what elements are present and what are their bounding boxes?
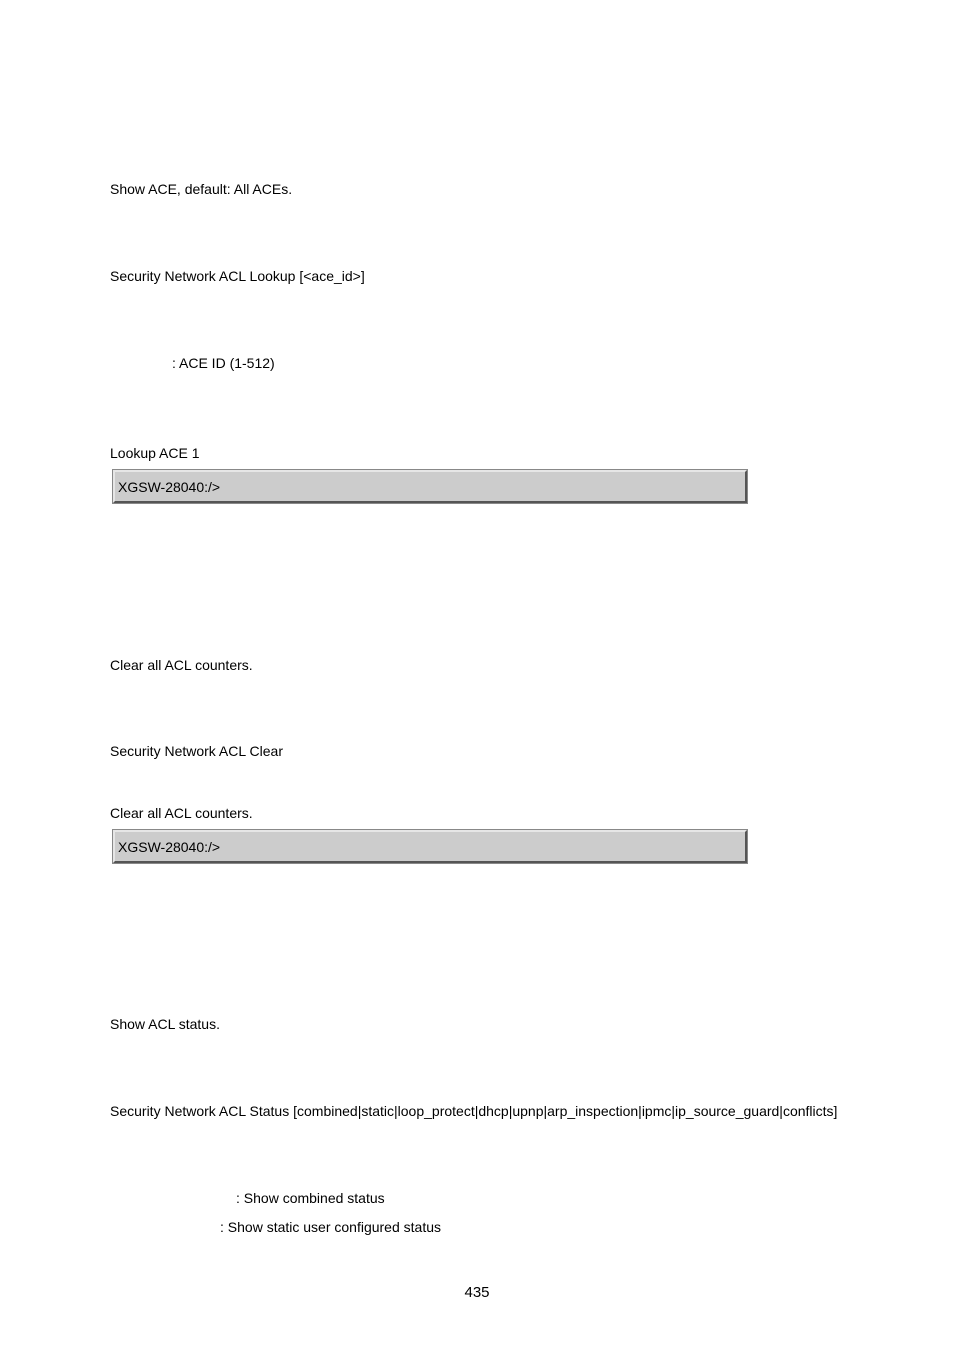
status-param-combined: : Show combined status bbox=[236, 1190, 385, 1206]
clear-description: Clear all ACL counters. bbox=[110, 657, 253, 673]
status-description: Show ACL status. bbox=[110, 1016, 220, 1032]
clear-example-caption: Clear all ACL counters. bbox=[110, 805, 253, 821]
status-syntax: Security Network ACL Status [combined|static|loop_protect|dhcp|upnp|arp_inspection|ipmc|ip_source_guard|conflicts] bbox=[110, 1103, 838, 1119]
lookup-example-caption: Lookup ACE 1 bbox=[110, 445, 200, 461]
lookup-example-prompt: XGSW-28040:/> bbox=[118, 479, 221, 495]
lookup-description: Show ACE, default: All ACEs. bbox=[110, 181, 293, 197]
clear-syntax: Security Network ACL Clear bbox=[110, 743, 283, 759]
lookup-syntax: Security Network ACL Lookup [<ace_id>] bbox=[110, 268, 365, 284]
status-param-static: : Show static user configured status bbox=[220, 1219, 441, 1235]
page-number: 435 bbox=[464, 1284, 490, 1301]
clear-example-prompt: XGSW-28040:/> bbox=[118, 839, 221, 855]
clear-example-box bbox=[113, 830, 747, 863]
lookup-example-box bbox=[113, 470, 747, 503]
lookup-param-ace-id: : ACE ID (1-512) bbox=[172, 355, 275, 371]
